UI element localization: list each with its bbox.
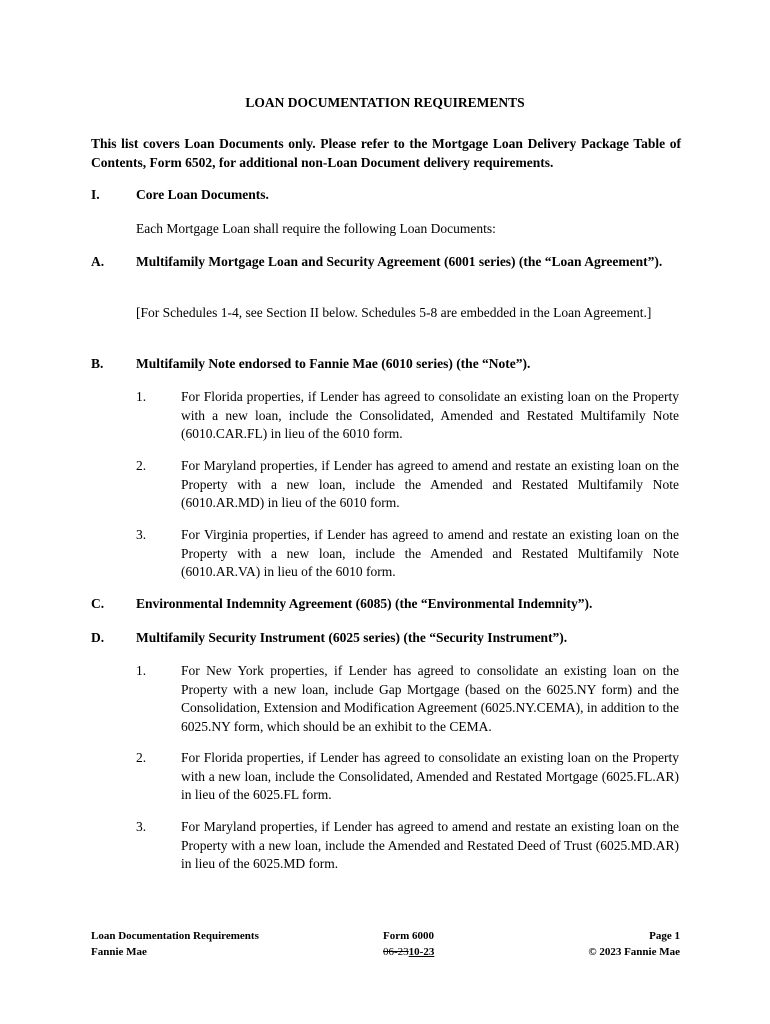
footer-publisher: Fannie Mae <box>91 945 147 958</box>
footer-right <box>588 929 680 960</box>
item-c-heading: Environmental Indemnity Agreement (6085) (the “Environmental Indemnity”). <box>136 596 593 611</box>
item-b2-text: For Maryland properties, if Lender has agreed to amend and restate an existing loan on the Property with a new loan, include the Amended and Restated Multifamily Note (6010.AR.MD) in lieu of the 6010 form. <box>181 458 679 510</box>
item-d-label: D. <box>91 630 105 645</box>
item-b1-number: 1. <box>136 389 147 404</box>
item-b2-number: 2. <box>136 458 147 473</box>
section-1-label: I. <box>91 187 100 202</box>
footer-left <box>91 929 259 960</box>
item-b-label: B. <box>91 356 104 371</box>
section-1-text: Each Mortgage Loan shall require the following Loan Documents: <box>136 221 496 236</box>
footer-revision-date <box>383 945 434 961</box>
item-d-heading: Multifamily Security Instrument (6025 series) (the “Security Instrument”). <box>136 630 568 645</box>
item-b-heading: Multifamily Note endorsed to Fannie Mae (6010 series) (the “Note”). <box>136 356 531 371</box>
item-b3-text: For Virginia properties, if Lender has agreed to amend and restate an existing loan on the Property with a new loan, include the Amended and Restated Multifamily Note (6010.AR.VA) in lieu of the 6010 form. <box>181 527 679 579</box>
footer-doc-title: Loan Documentation Requirements <box>91 930 259 942</box>
item-b1-text: For Florida properties, if Lender has agreed to consolidate an existing loan on the Property with a new loan, include the Consolidated, Amended and Restated Multifamily Note (6010.CAR.FL) in lieu of the 6010 form. <box>181 389 679 441</box>
footer-inserted-date: 10-23 <box>408 945 435 958</box>
document-title: LOAN DOCUMENTATION REQUIREMENTS <box>245 95 525 110</box>
item-a-note: [For Schedules 1-4, see Section II below. Schedules 5-8 are embedded in the Loan Agreement.] <box>136 305 652 320</box>
item-d3-number: 3. <box>136 819 147 834</box>
item-a-heading: Multifamily Mortgage Loan and Security Agreement (6001 series) (the “Loan Agreement”). <box>136 254 663 269</box>
item-d1-number: 1. <box>136 663 147 678</box>
item-d2-text: For Florida properties, if Lender has agreed to consolidate an existing loan on the Property with a new loan, include the Consolidated, Amended and Restated Mortgage (6025.FL.AR) in lieu of the 6025.FL form. <box>181 750 679 802</box>
item-d1-text: For New York properties, if Lender has agreed to consolidate an existing loan on the Property with a new loan, include Gap Mortgage (based on the 6025.NY form) and the Consolidation, Extension and Modification Agreement (6025.NY.CEMA), in addition to the 6025.NY form, which should be an exhibit to the CEMA. <box>181 663 679 734</box>
footer-form-number: Form 6000 <box>383 930 435 942</box>
item-b3-number: 3. <box>136 527 147 542</box>
item-d2-number: 2. <box>136 750 147 765</box>
intro-paragraph: This list covers Loan Documents only. Please refer to the Mortgage Loan Delivery Package Table of Contents, Form 6502, for additional non-Loan Document delivery requirements. <box>91 136 681 170</box>
footer-page-number: Page 1 <box>649 930 680 942</box>
footer-middle <box>383 929 434 960</box>
footer-deleted-date: 06-23 <box>383 945 409 958</box>
item-c-label: C. <box>91 596 105 611</box>
item-d3-text: For Maryland properties, if Lender has agreed to amend and restate an existing loan on the Property with a new loan, include the Amended and Restated Deed of Trust (6025.MD.AR) in lieu of the 6025.MD form. <box>181 819 679 871</box>
section-1-heading: Core Loan Documents. <box>136 187 269 202</box>
footer-copyright: © 2023 Fannie Mae <box>588 945 680 958</box>
item-a-label: A. <box>91 254 105 269</box>
